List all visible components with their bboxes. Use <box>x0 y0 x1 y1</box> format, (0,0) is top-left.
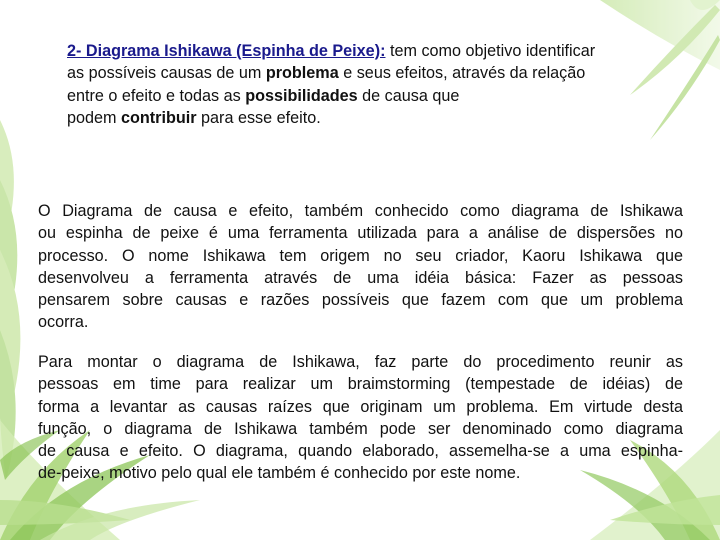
emphasis-contribuir: contribuir <box>121 108 197 127</box>
intro-block <box>67 40 667 129</box>
paragraph-line: processo. O nome Ishikawa tem origem no seu criador, Kaoru Ishikawa que <box>38 246 683 265</box>
intro-line-1-text: tem como objetivo identificar <box>385 42 596 60</box>
intro-text: e seus efeitos, através da relação <box>338 64 586 83</box>
paragraph-line: ou espinha de peixe é uma ferramenta utilizada para a análise de dispersões no <box>38 224 683 243</box>
intro-line-2 <box>67 62 667 84</box>
emphasis-problema: problema <box>265 64 339 83</box>
section-heading: 2- Diagrama Ishikawa (Espinha de Peixe): <box>67 42 386 60</box>
intro-text: as possíveis causas de um <box>67 64 266 83</box>
paragraph-line: ocorra. <box>38 313 89 332</box>
paragraph-line: O Diagrama de causa e efeito, também conhecido como diagrama de Ishikawa <box>38 202 683 220</box>
paragraph-line: Para montar o diagrama de Ishikawa, faz parte do procedimento reunir as <box>38 353 683 371</box>
paragraph-procedure <box>38 351 683 485</box>
intro-text: podem <box>67 108 121 127</box>
emphasis-possibilidades: possibilidades <box>245 86 358 105</box>
intro-text: para esse efeito. <box>196 108 321 127</box>
paragraph-line: pensarem sobre causas e razões possíveis que fazem com que um problema <box>38 291 683 310</box>
paragraph-line: pessoas em time para realizar um braimstorming (tempestade de idéias) de <box>38 375 683 394</box>
intro-line-4 <box>67 107 667 129</box>
intro-line-1 <box>67 40 667 62</box>
paragraph-definition <box>38 200 683 334</box>
intro-text: de causa que <box>357 86 460 105</box>
paragraph-line: função, o diagrama de Ishikawa também pode ser denominado como diagrama <box>38 419 683 438</box>
paragraph-line: de-peixe, motivo pelo qual ele também é conhecido por este nome. <box>38 464 521 483</box>
intro-text: entre o efeito e todas as <box>67 86 246 105</box>
intro-line-3 <box>67 85 667 107</box>
paragraph-line: desenvolveu a ferramenta através de uma idéia básica: Fazer as pessoas <box>38 268 683 287</box>
paragraph-line: forma a levantar as causas raízes que originam um problema. Em virtude desta <box>38 397 683 416</box>
paragraph-line: de causa e efeito. O diagrama, quando elaborado, assemelha-se a uma espinha- <box>38 442 683 461</box>
